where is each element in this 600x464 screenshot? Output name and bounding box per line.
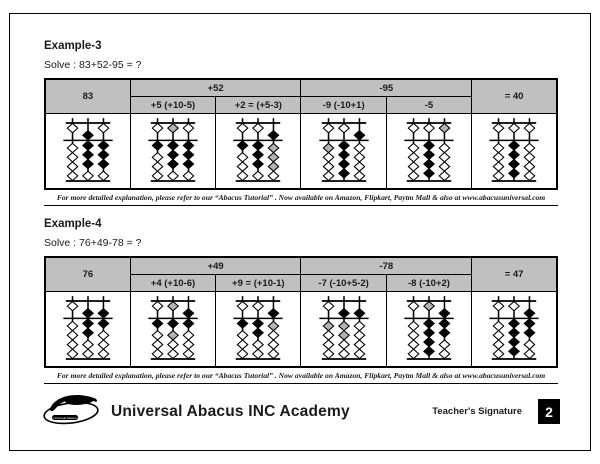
abacus-diagram <box>301 295 385 363</box>
abacus-diagram <box>216 295 300 363</box>
start-value-cell: 76 <box>45 257 130 292</box>
example-title: Example-3 <box>44 40 102 52</box>
result-cell: = 47 <box>472 257 557 292</box>
calculation-table <box>44 256 558 368</box>
example-title: Example-4 <box>44 218 102 230</box>
operation-group-cell: +52 <box>130 79 301 97</box>
calculation-table <box>44 78 558 190</box>
operation-group-cell: +49 <box>130 257 301 275</box>
page-number-badge: 2 <box>538 399 560 424</box>
abacus-diagram <box>46 117 130 185</box>
step-cell: +9 = (+10-1) <box>216 275 301 292</box>
step-cell: -5 <box>386 97 471 114</box>
logo-text: Universal Abacus <box>53 415 77 420</box>
abacus-diagram <box>301 117 385 185</box>
abacus-diagram <box>387 295 471 363</box>
tutorial-footnote: For more detailed explanation, please refer to our “Abacus Tutorial” . Now available on Amazon, Flipkart, Paytm Mall & also at www.abacusuniversal.com <box>56 193 546 202</box>
start-value-cell: 83 <box>45 79 130 114</box>
step-cell: -8 (-10+2) <box>386 275 471 292</box>
step-cell: -7 (-10+5-2) <box>301 275 386 292</box>
abacus-diagram <box>387 117 471 185</box>
result-cell: = 40 <box>472 79 557 114</box>
abacus-diagram <box>131 117 215 185</box>
abacus-diagram <box>472 295 556 363</box>
page-frame <box>9 13 591 451</box>
operation-group-cell: -95 <box>301 79 472 97</box>
abacus-diagram <box>46 295 130 363</box>
operation-group-cell: -78 <box>301 257 472 275</box>
example-4-section <box>44 218 557 384</box>
brand-logo-icon <box>40 391 104 432</box>
brand-name: Universal Abacus INC Academy <box>111 402 350 420</box>
tutorial-footnote: For more detailed explanation, please refer to our “Abacus Tutorial” . Now available on Amazon, Flipkart, Paytm Mall & also at www.abacusuniversal.com <box>56 371 546 380</box>
example-3-section <box>44 40 557 206</box>
step-cell: +5 (+10-5) <box>130 97 215 114</box>
teacher-signature-label: Teacher's Signature <box>432 406 522 417</box>
abacus-diagram <box>131 295 215 363</box>
step-cell: +2 = (+5-3) <box>216 97 301 114</box>
divider-rule <box>44 383 558 384</box>
solve-line: Solve : 76+49-78 = ? <box>44 237 142 249</box>
solve-line: Solve : 83+52-95 = ? <box>44 59 142 71</box>
abacus-diagram <box>472 117 556 185</box>
page-footer <box>40 391 560 432</box>
divider-rule <box>44 205 558 206</box>
abacus-diagram <box>216 117 300 185</box>
step-cell: +4 (+10-6) <box>130 275 215 292</box>
step-cell: -9 (-10+1) <box>301 97 386 114</box>
